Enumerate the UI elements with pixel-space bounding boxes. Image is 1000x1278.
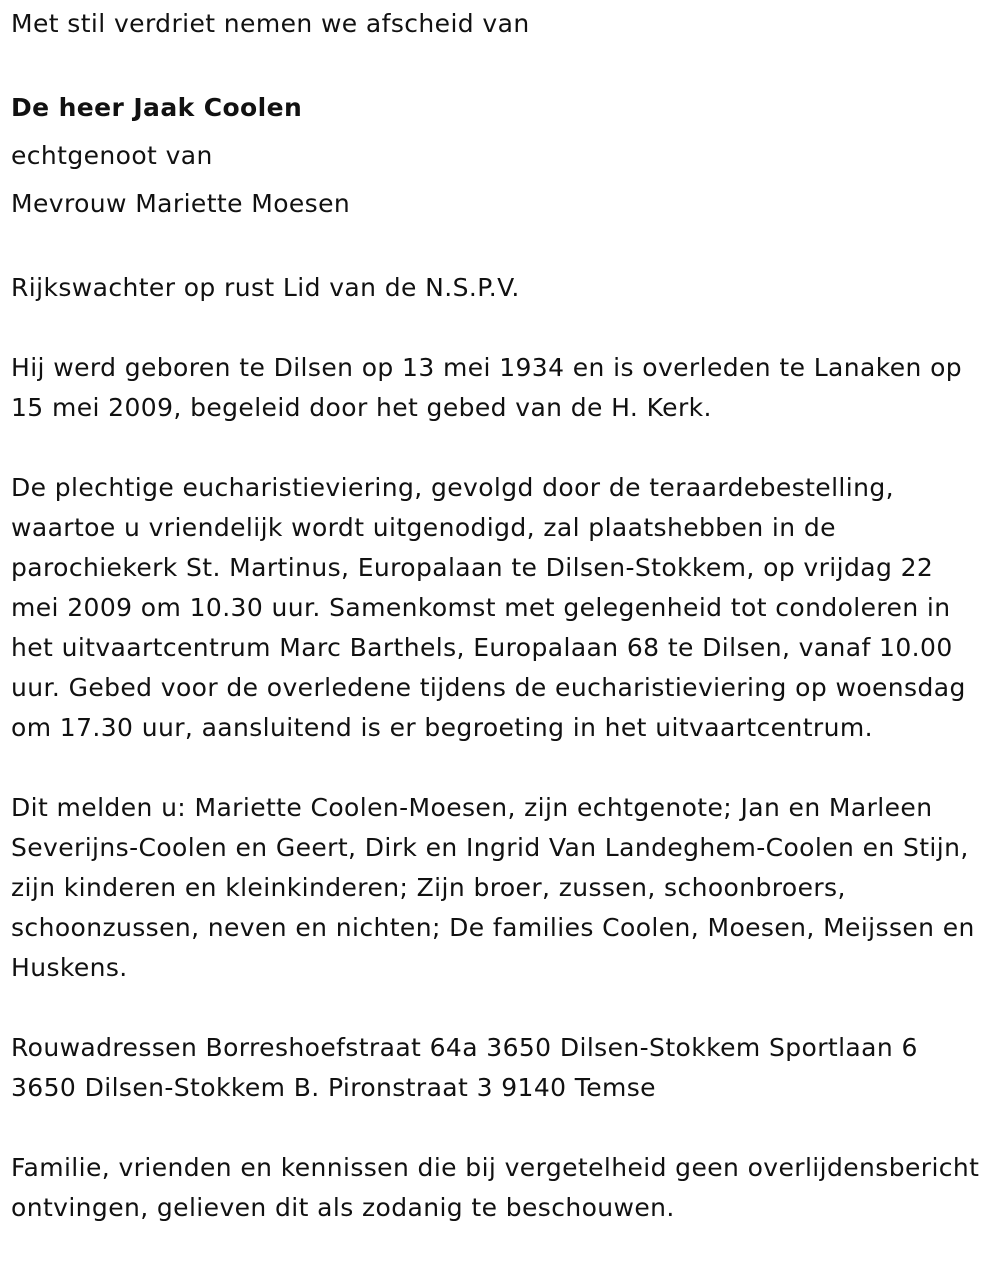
spacer	[11, 988, 985, 1028]
relation-text: echtgenoot van	[11, 141, 213, 170]
spacer	[11, 308, 985, 348]
occupation-text: Rijkswachter op rust Lid van de N.S.P.V.	[11, 273, 520, 302]
spacer	[11, 1108, 985, 1148]
ceremony-paragraph: De plechtige eucharistieviering, gevolgd door de teraardebestelling, waartoe u vriendelijk wordt uitgenodigd, zal plaatshebben in de parochiekerk St. Martinus, Europalaan te Dilsen-Stokkem, op vrijdag 22 mei 2009 om 10.30 uur. Samenkomst met gelegenheid tot condoleren in het uitvaartcentrum Marc Barthels, Europalaan 68 te Dilsen, vanaf 10.00 uur. Gebed voor de overledene tijdens de eucharistieviering op woensdag om 17.30 uur, aansluitend is er begroeting in het uitvaartcentrum.	[11, 473, 966, 742]
spacer	[11, 428, 985, 468]
deceased-name: De heer Jaak Coolen	[11, 93, 303, 122]
closing-paragraph: Familie, vrienden en kennissen die bij vergetelheid geen overlijdensbericht ontvingen, gelieven dit als zodanig te beschouwen.	[11, 1153, 980, 1222]
intro-line: Met stil verdriet nemen we afscheid van	[11, 9, 530, 38]
spouse-name: Mevrouw Mariette Moesen	[11, 189, 351, 218]
family-paragraph: Dit melden u: Mariette Coolen-Moesen, zijn echtgenote; Jan en Marleen Severijns-Coolen en Geert, Dirk en Ingrid Van Landeghem-Coolen en Stijn, zijn kinderen en kleinkinderen; Zijn broer, zussen, schoonbroers, schoonzussen, neven en nichten; De families Coolen, Moesen, Meijssen en Huskens.	[11, 793, 975, 982]
name-block	[11, 84, 985, 228]
spacer	[11, 228, 985, 268]
spacer	[11, 748, 985, 788]
addresses-paragraph: Rouwadressen Borreshoefstraat 64a 3650 Dilsen-Stokkem Sportlaan 6 3650 Dilsen-Stokkem B. Pironstraat 3 9140 Temse	[11, 1033, 918, 1102]
birth-death-paragraph: Hij werd geboren te Dilsen op 13 mei 1934 en is overleden te Lanaken op 15 mei 2009, begeleid door het gebed van de H. Kerk.	[11, 353, 963, 422]
spacer	[11, 44, 985, 84]
